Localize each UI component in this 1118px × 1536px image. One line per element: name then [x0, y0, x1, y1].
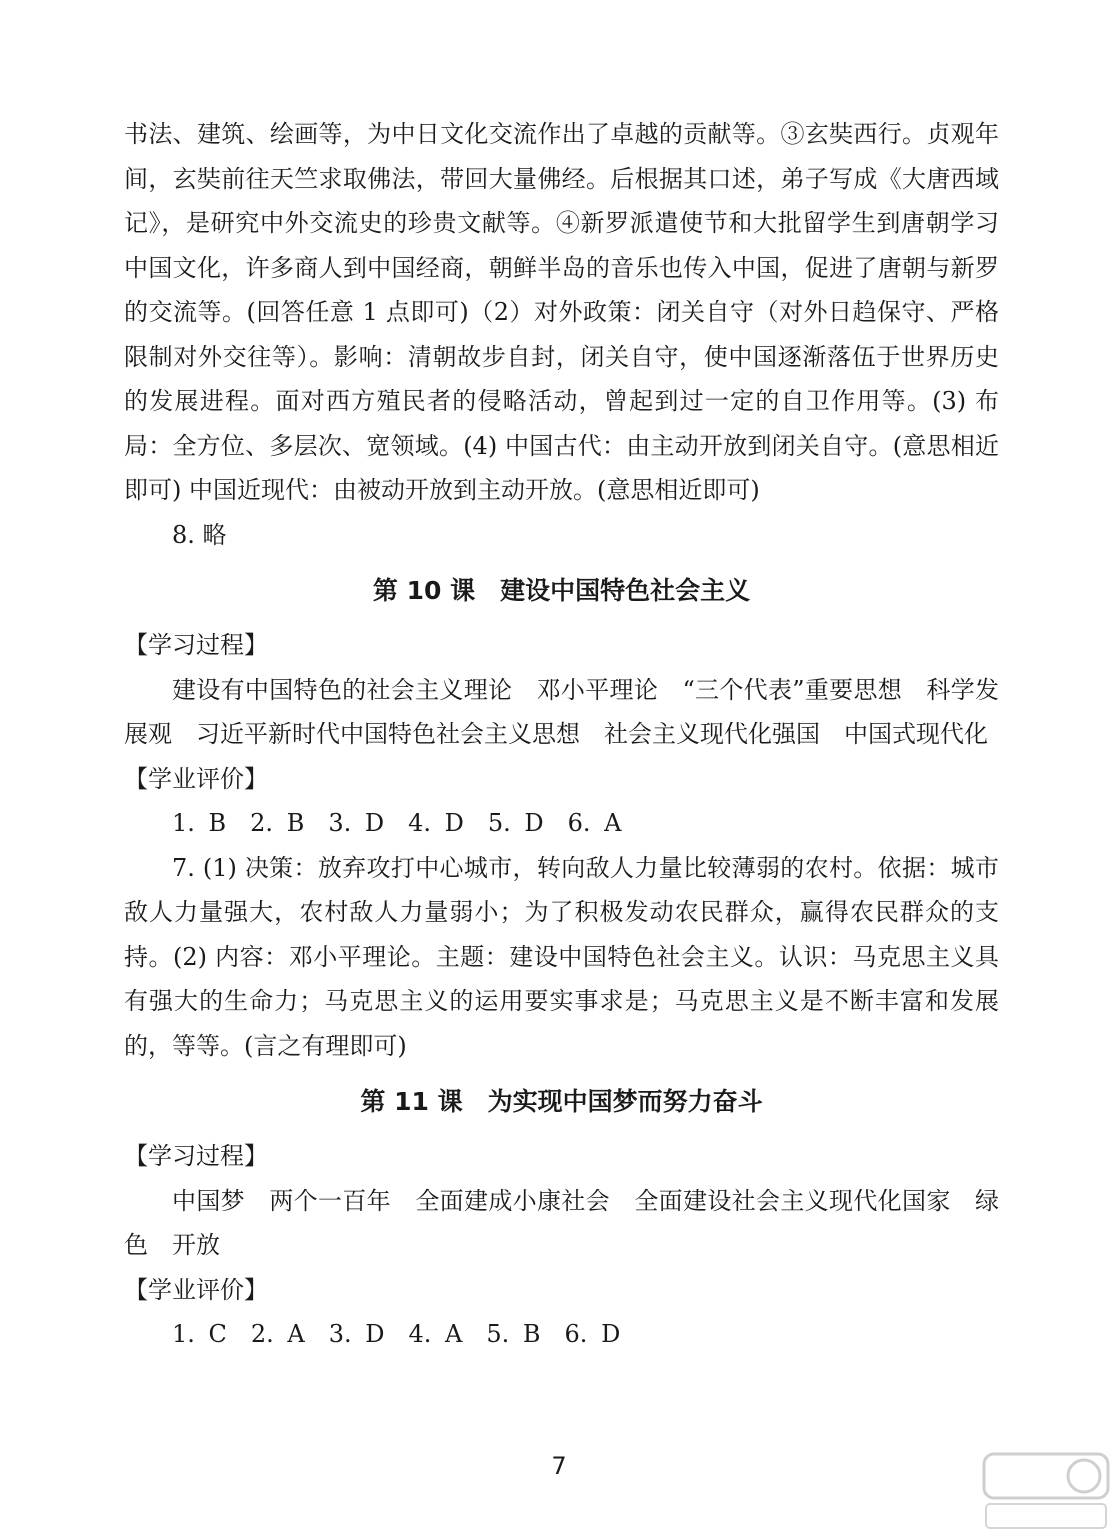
page-number: 7 — [551, 1452, 567, 1480]
watermark-logo-icon — [980, 1450, 1112, 1532]
answer-item-8: 8. 略 — [172, 520, 227, 549]
lesson-11-process-label: 【学习过程】 — [124, 1142, 268, 1170]
page-content — [124, 112, 999, 1357]
lesson-11-answers: 1. C 2. A 3. D 4. A 5. B 6. D — [172, 1320, 621, 1348]
lesson-10-question-7: 7. (1) 决策：放弃攻打中心城市，转向敌人力量比较薄弱的农村。依据：城市敌人力量强大，农村敌人力量弱小；为了积极发动农民群众，赢得农民群众的支持。(2) 内容：邓小平理论。主题：建设中国特色社会主义。认识：马克思主义具有强大的生命力；马克思主义的运用要实事求是；马克思主义是不断丰富和发展的，等等。(言之有理即可) — [124, 853, 999, 1060]
lesson-11-title: 第 11 课 为实现中国梦而努力奋斗 — [360, 1087, 763, 1116]
lesson-10-answers: 1. B 2. B 3. D 4. D 5. D 6. A — [172, 809, 622, 837]
lesson-10-process-label: 【学习过程】 — [124, 631, 268, 659]
lesson-10-eval-label: 【学业评价】 — [124, 764, 268, 793]
lesson-11-process-text: 中国梦 两个一百年 全面建成小康社会 全面建设社会主义现代化国家 绿色 开放 — [124, 1186, 999, 1259]
lesson-11-eval-label: 【学业评价】 — [124, 1275, 268, 1304]
lesson-10-title: 第 10 课 建设中国特色社会主义 — [372, 576, 751, 605]
answer-paragraph-continued: 书法、建筑、绘画等，为中日文化交流作出了卓越的贡献等。③玄奘西行。贞观年间，玄奘前往天竺求取佛法，带回大量佛经。后根据其口述，弟子写成《大唐西域记》，是研究中外交流史的珍贵文献等。④新罗派遣使节和大批留学生到唐朝学习中国文化，许多商人到中国经商，朝鲜半岛的音乐也传入中国，促进了唐朝与新罗的交流等。(回答任意 1 点即可)（2）对外政策：闭关自守（对外日趋保守、严格限制对外交往等）。影响：清朝故步自封，闭关自守，使中国逐渐落伍于世界历史的发展进程。面对西方殖民者的侵略活动，曾起到过一定的自卫作用等。(3) 布局：全方位、多层次、宽领域。(4) 中国古代：由主动开放到闭关自守。(意思相近即可) 中国近现代：由被动开放到主动开放。(意思相近即可) — [124, 120, 999, 504]
lesson-10-process-text: 建设有中国特色的社会主义理论 邓小平理论 “三个代表”重要思想 科学发展观 习近平新时代中国特色社会主义思想 社会主义现代化强国 中国式现代化 — [124, 675, 999, 748]
